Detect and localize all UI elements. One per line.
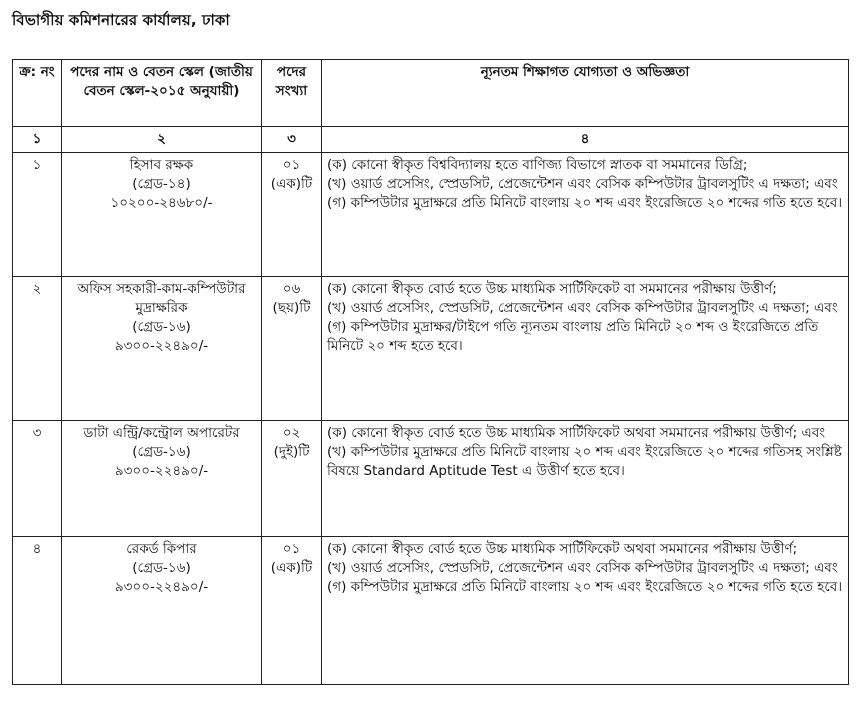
row-serial: ৪ [13, 537, 62, 685]
qualification-item: (গ) কম্পিউটার মুদ্রাক্ষরে প্রতি মিনিটে বাংলায় ২০ শব্দ এবং ইংরেজিতে ২০ শব্দের গতি হতে হবে। [327, 579, 843, 595]
table-row [13, 153, 849, 277]
post-name: রেকর্ড কিপার [126, 541, 197, 557]
qualification-item: (ক) কোনো স্বীকৃত বিশ্ববিদ্যালয় হতে বাণিজ্য বিভাগে স্নাতক বা সমমানের ডিগ্রি; [327, 157, 748, 173]
table-header-row [13, 60, 849, 127]
header-post: পদের নাম ও বেতন স্কেল (জাতীয় বেতন স্কেল-২০১৫ অনুযায়ী) [62, 60, 262, 127]
qualification-cell [322, 421, 849, 537]
post-cell [62, 421, 262, 537]
row-serial: ১ [13, 153, 62, 277]
qualification-cell [322, 153, 849, 277]
count-cell [262, 153, 322, 277]
qualification-item: (খ) ওয়ার্ড প্রসেসিং, স্প্রেডসিট, প্রেজেন্টেশন এবং বেসিক কম্পিউটার ট্রাবলসুটিং এ দক্ষতা; এবং [327, 300, 838, 316]
post-count-words: (দুই)টি [273, 444, 310, 460]
row-serial: ৩ [13, 421, 62, 537]
post-grade: (গ্রেড-১৬) [132, 444, 191, 460]
post-count: ০১ [282, 157, 301, 173]
header-count: পদের সংখ্যা [262, 60, 322, 127]
column-number: ২ [62, 127, 262, 153]
post-pay-scale: ১০২০০-২৪৬৮০/- [110, 195, 213, 211]
count-cell [262, 421, 322, 537]
post-pay-scale: ৯৩০০-২২৪৯০/- [114, 579, 209, 595]
column-number-row [13, 127, 849, 153]
post-pay-scale: ৯৩০০-২২৪৯০/- [114, 338, 209, 354]
post-pay-scale: ৯৩০০-২২৪৯০/- [114, 463, 209, 479]
post-name: হিসাব রক্ষক [129, 157, 194, 173]
column-number: ৪ [322, 127, 849, 153]
post-count: ০২ [282, 425, 301, 441]
qualification-cell [322, 537, 849, 685]
qualification-item: (খ) ওয়ার্ড প্রসেসিং, স্প্রেডসিট, প্রেজেন্টেশন এবং বেসিক কম্পিউটার ট্রাবলসুটিং এ দক্ষতা; এবং [327, 560, 838, 576]
post-count: ০১ [282, 541, 301, 557]
table-row [13, 537, 849, 685]
table-row [13, 277, 849, 421]
count-cell [262, 277, 322, 421]
qualification-item: (ক) কোনো স্বীকৃত বোর্ড হতে উচ্চ মাধ্যমিক সার্টিফিকেট অথবা সমমানের পরীক্ষায় উত্তীর্ণ; এবং [327, 425, 826, 441]
post-cell [62, 153, 262, 277]
post-cell [62, 277, 262, 421]
qualification-item: (খ) কম্পিউটার মুদ্রাক্ষরে প্রতি মিনিটে বাংলায় ২০ শব্দ এবং ইংরেজিতে ২০ শব্দের গতিসহ সংশ্লিষ্ট বিষয়ে Standard Aptitude Test এ উত্তীর্ণ হতে হবে। [327, 444, 842, 479]
post-grade: (গ্রেড-১৬) [132, 560, 191, 576]
post-cell [62, 537, 262, 685]
post-name: অফিস সহকারী-কাম-কম্পিউটার মুদ্রাক্ষরিক [77, 281, 246, 316]
row-serial: ২ [13, 277, 62, 421]
column-number: ১ [13, 127, 62, 153]
post-count-words: (এক)টি [270, 176, 313, 192]
table-row [13, 421, 849, 537]
page-title: বিভাগীয় কমিশনারের কার্যালয়, ঢাকা [12, 11, 230, 29]
post-name: ডাটা এন্ট্রি/কন্ট্রোল অপারেটর [83, 425, 240, 441]
post-count: ০৬ [282, 281, 301, 297]
qualification-item: (গ) কম্পিউটার মুদ্রাক্ষরে প্রতি মিনিটে বাংলায় ২০ শব্দ এবং ইংরেজিতে ২০ শব্দের গতি হতে হবে। [327, 195, 843, 211]
qualification-item: (গ) কম্পিউটার মুদ্রাক্ষর/টাইপে গতি ন্যূনতম বাংলায় প্রতি মিনিটে ২০ শব্দ ও ইংরেজিতে প্রতি মিনিটে ২০ শব্দ হতে হবে। [327, 319, 819, 354]
header-qualification: ন্যূনতম শিক্ষাগত যোগ্যতা ও অভিজ্ঞতা [322, 60, 849, 127]
header-serial: ক্র: নং [13, 60, 62, 127]
qualification-item: (ক) কোনো স্বীকৃত বোর্ড হতে উচ্চ মাধ্যমিক সার্টিফিকেট বা সমমানের পরীক্ষায় উত্তীর্ণ; [327, 281, 777, 297]
post-count-words: (ছয়)টি [272, 300, 311, 316]
post-grade: (গ্রেড-১৪) [132, 176, 191, 192]
qualification-cell [322, 277, 849, 421]
column-number: ৩ [262, 127, 322, 153]
post-grade: (গ্রেড-১৬) [132, 319, 191, 335]
qualification-item: (ক) কোনো স্বীকৃত বোর্ড হতে উচ্চ মাধ্যমিক সার্টিফিকেট অথবা সমমানের পরীক্ষায় উত্তীর্ণ; [327, 541, 798, 557]
qualification-item: (খ) ওয়ার্ড প্রসেসিং, স্প্রেডসিট, প্রেজেন্টেশন এবং বেসিক কম্পিউটার ট্রাবলসুটিং এ দক্ষতা; এবং [327, 176, 838, 192]
jobs-table [12, 59, 849, 685]
post-count-words: (এক)টি [270, 560, 313, 576]
count-cell [262, 537, 322, 685]
